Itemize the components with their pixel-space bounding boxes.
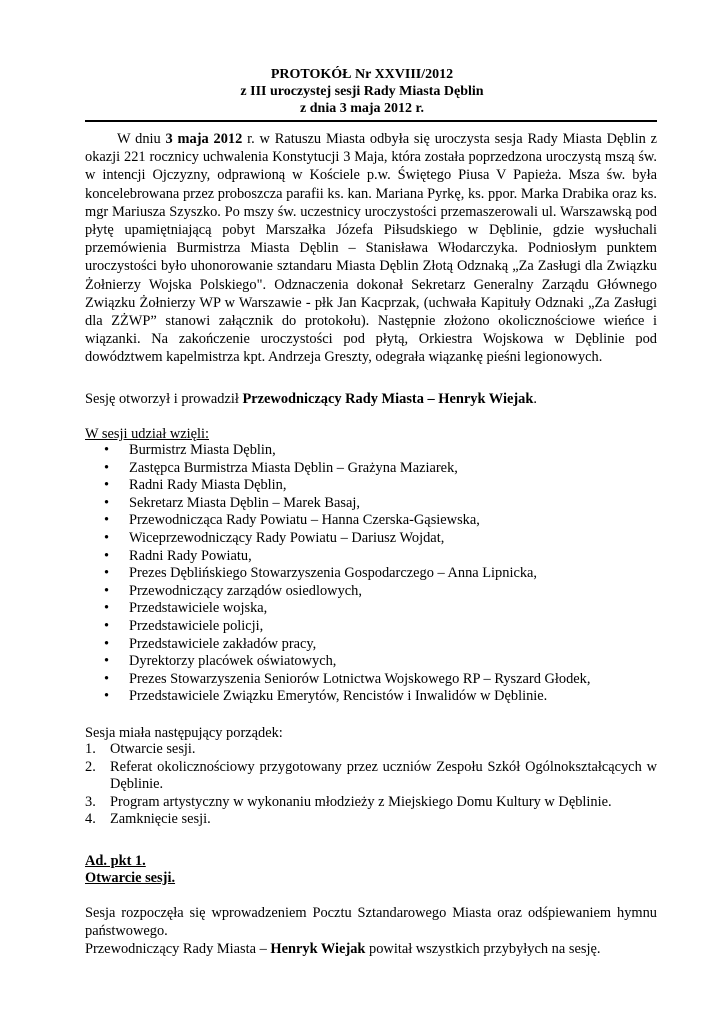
participant-item <box>85 530 657 548</box>
agenda-item-text: Otwarcie sesji. <box>110 741 196 757</box>
agenda-item-number: 3. <box>85 793 96 810</box>
header-divider <box>85 120 657 122</box>
bullet-icon: • <box>104 494 110 511</box>
bullet-icon: • <box>104 565 110 582</box>
intro-date: 3 maja 2012 <box>165 131 243 147</box>
welcome-chairman-name: Henryk Wiejak <box>270 941 366 957</box>
bullet-icon: • <box>104 512 110 529</box>
welcome-text-end: powitał wszystkich przybyłych na sesję. <box>365 941 601 957</box>
bullet-icon: • <box>104 670 110 687</box>
participant-item <box>85 618 657 636</box>
opening-paragraph <box>85 390 657 408</box>
participant-item <box>85 512 657 530</box>
agenda-item-number: 1. <box>85 741 96 757</box>
agenda-item-number: 4. <box>85 811 96 828</box>
participant-item <box>85 636 657 654</box>
participant-item <box>85 565 657 583</box>
participant-text: Przedstawiciele policji, <box>129 617 264 634</box>
participants-list <box>85 442 657 706</box>
bullet-icon: • <box>104 582 110 599</box>
participant-item <box>85 548 657 566</box>
participant-item <box>85 442 657 460</box>
participant-item <box>85 477 657 495</box>
chairman-name: Przewodniczący Rady Miasta – Henryk Wiejak <box>242 391 534 407</box>
participant-text: Przedstawiciele wojska, <box>129 600 268 617</box>
bullet-icon: • <box>104 547 110 564</box>
participant-text: Zastępca Burmistrza Miasta Dęblin – Grażyna Maziarek, <box>129 459 458 476</box>
section-paragraph-welcome <box>85 940 657 958</box>
bullet-icon: • <box>104 477 110 494</box>
agenda-list <box>85 741 657 829</box>
participant-text: Prezes Stowarzyszenia Seniorów Lotnictwa Wojskowego RP – Ryszard Głodek, <box>129 670 591 687</box>
participant-item <box>85 583 657 601</box>
participant-text: Dyrektorzy placówek oświatowych, <box>129 653 337 670</box>
agenda-item <box>85 759 657 794</box>
section-number-heading: Ad. pkt 1. <box>85 853 146 869</box>
protocol-number: PROTOKÓŁ Nr XXVIII/2012 <box>270 67 454 82</box>
participant-item <box>85 671 657 689</box>
agenda-item-number: 2. <box>85 758 96 775</box>
bullet-icon: • <box>104 459 110 476</box>
participant-text: Przedstawiciele Związku Emerytów, Rencistów i Inwalidów w Dęblinie. <box>129 688 548 705</box>
section-title-heading: Otwarcie sesji. <box>85 870 176 886</box>
intro-text-start: W dniu <box>117 131 166 147</box>
participant-text: Radni Rady Miasta Dęblin, <box>129 477 287 494</box>
intro-paragraph <box>85 130 657 367</box>
participants-heading: W sesji udział wzięli: <box>85 426 210 442</box>
participant-text: Radni Rady Powiatu, <box>129 547 252 564</box>
participant-text: Wiceprzewodniczący Rady Powiatu – Dariusz Wojdat, <box>129 529 445 546</box>
session-date: z dnia 3 maja 2012 r. <box>300 101 424 116</box>
bullet-icon: • <box>104 688 110 705</box>
agenda-item <box>85 741 657 759</box>
opening-period: . <box>533 391 537 407</box>
bullet-icon: • <box>104 529 110 546</box>
welcome-text-start: Przewodniczący Rady Miasta – <box>85 941 271 957</box>
opening-text: Sesję otworzył i prowadził <box>85 391 243 407</box>
participant-item <box>85 600 657 618</box>
agenda-item-text: Zamknięcie sesji. <box>110 811 211 828</box>
participant-item <box>85 495 657 513</box>
bullet-icon: • <box>104 635 110 652</box>
participant-text: Sekretarz Miasta Dęblin – Marek Basaj, <box>129 494 360 511</box>
intro-text-body: r. w Ratuszu Miasta odbyła się uroczysta sesja Rady Miasta Dęblin z okazji 221 rocznicy uchwalenia Konstytucji 3 Maja, która została poprzedzona uroczystą mszą św. w intencji Ojczyzny, odprawioną w Kościele p.w. Świętego Piusa V Papieża. Msza św. była koncelebrowana przez proboszcza parafii ks. kan. Mariana Pyrkę, ks. ppor. Marka Drabika oraz ks. mgr Mariusza Szyszko. Po mszy św. uczestnicy uroczystości przemaszerowali ul. Warszawską pod płytę upamiętniającą pobyt Marszałka Józefa Piłsudskiego w Dęblinie, gdzie wysłuchali przemówienia Burmistrza Miasta Dęblin – Stanisława Włodarczyka. Podniosłym punktem uroczystości było uhonorowanie sztandaru Miasta Dęblin Złotą Odznaką „Za Zasługi dla Związku Żołnierzy Wojska Polskiego". Odznaczenia dokonał Sekretarz Generalny Zarządu Głównego Związku Żołnierzy WP w Warszawie - płk Jan Kacprzak, (uchwała Kapituły Odznaki „Za Zasługi dla ZŻWP” stanowi załącznik do protokołu). Następnie złożono okolicznościowe wieńce i wiązanki. Na zakończenie uroczystości pod płytą, Orkiestra Wojskowa w Dęblinie pod dowództwem kapelmistrza kpt. Andrzeja Greszty, odegrała wiązankę pieśni legionowych. <box>85 131 657 366</box>
bullet-icon: • <box>104 653 110 670</box>
agenda-item-text: Referat okolicznościowy przygotowany przez uczniów Zespołu Szkół Ogólnokształcących w Dęblinie. <box>110 758 657 793</box>
participant-text: Prezes Dęblińskiego Stowarzyszenia Gospodarczego – Anna Lipnicka, <box>129 565 538 582</box>
participant-item <box>85 653 657 671</box>
participant-text: Przewodniczący zarządów osiedlowych, <box>129 582 362 599</box>
section-paragraph-anthem: Sesja rozpoczęła się wprowadzeniem Pocztu Sztandarowego Miasta oraz odśpiewaniem hymnu państwowego. <box>85 905 657 940</box>
agenda-item-text: Program artystyczny w wykonaniu młodzieży z Miejskiego Domu Kultury w Dęblinie. <box>110 793 612 810</box>
agenda-item <box>85 794 657 812</box>
bullet-icon: • <box>104 600 110 617</box>
session-name: z III uroczystej sesji Rady Miasta Dęblin <box>240 84 484 99</box>
agenda-item <box>85 811 657 829</box>
participant-item <box>85 460 657 478</box>
bullet-icon: • <box>104 617 110 634</box>
agenda-heading: Sesja miała następujący porządek: <box>85 725 283 741</box>
participant-text: Burmistrz Miasta Dęblin, <box>129 442 276 458</box>
bullet-icon: • <box>104 442 110 458</box>
participant-text: Przewodnicząca Rady Powiatu – Hanna Czerska-Gąsiewska, <box>129 512 480 529</box>
participant-text: Przedstawiciele zakładów pracy, <box>129 635 317 652</box>
participant-item <box>85 688 657 706</box>
